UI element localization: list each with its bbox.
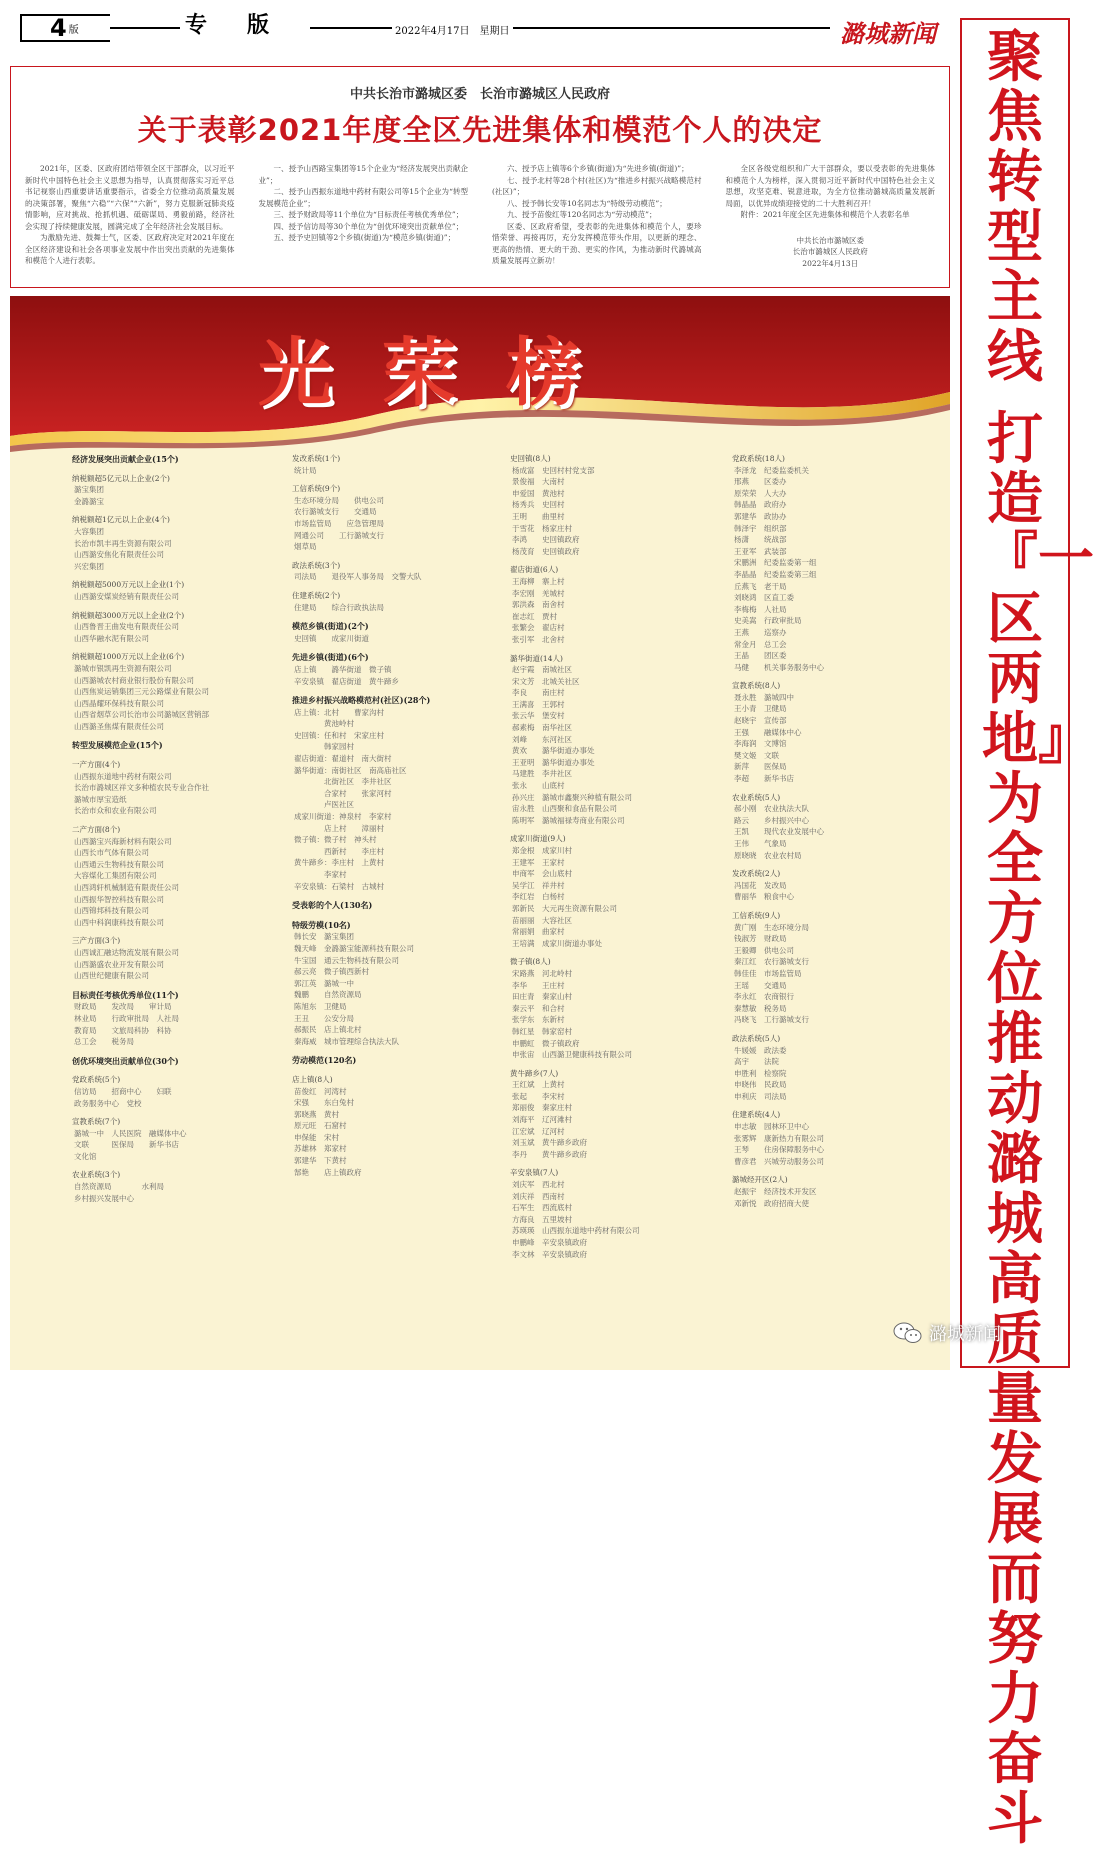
honor-entry: 韩晶晶 政府办 — [734, 500, 787, 510]
honor-subcategory: 政法系统(5人) — [732, 1033, 781, 1043]
honor-entry: 赵振宇 经济技术开发区 — [734, 1187, 817, 1197]
honor-entry: 山西鲁晋王曲发电有限责任公司 — [74, 622, 179, 632]
honor-entry: 新萍 医保局 — [734, 762, 787, 772]
honor-entry: 山西潞盛农业开发有限公司 — [74, 959, 164, 969]
decision-paragraph: 八、授予韩长安等10名同志为“特级劳动模范”； — [507, 198, 667, 208]
honor-entry: 樊文姬 文联 — [734, 750, 779, 760]
slogan-sidebar — [960, 18, 1094, 1852]
decision-column — [259, 163, 469, 269]
honor-entry: 张云华 堡安村 — [512, 711, 565, 721]
honor-subcategory: 二产方面(8个) — [72, 825, 121, 835]
honor-subcategory: 黄牛蹄乡(7人) — [510, 1068, 559, 1078]
page-suffix: 版 — [68, 24, 79, 36]
honor-entry: 苗丽丽 大容社区 — [512, 915, 572, 925]
honor-entry: 王晶 团区委 — [734, 651, 787, 661]
honor-entry: 郜艳 店上镇政府 — [294, 1167, 362, 1177]
honor-entry: 王满喜 王郭村 — [512, 699, 565, 709]
honor-entry: 卢医社区 — [294, 800, 354, 810]
honor-entry: 山西焦炭运销集团三元公路煤业有限公司 — [74, 687, 209, 697]
honor-entry: 杨秀兵 史回村 — [512, 500, 565, 510]
honor-entry: 牛宝国 通云生物科技有限公司 — [294, 955, 399, 965]
honor-entry: 自然资源局 水利局 — [74, 1182, 164, 1192]
honor-entry: 王培满 成家川街道办事处 — [512, 938, 602, 948]
decision-paragraph: 附件：2021年度全区先进集体和模范个人表彰名单 — [740, 210, 910, 219]
honor-entry: 张永 山底村 — [512, 781, 565, 791]
honor-entry: 王红斌 上黄村 — [512, 1080, 565, 1090]
honor-entry: 山西潞宝兴海新材料有限公司 — [74, 836, 172, 846]
honor-entry: 山西晶耀环保科技有限公司 — [74, 698, 164, 708]
honor-entry: 申志敏 园林环卫中心 — [734, 1122, 809, 1132]
honor-entry: 韩泽宇 组织部 — [734, 523, 787, 533]
honor-entry: 魏鹏 自然资源局 — [294, 990, 362, 1000]
honor-entry: 石军生 西流底村 — [512, 1203, 572, 1213]
honor-subcategory: 纳税额超5000万元以上企业(1个) — [72, 580, 185, 590]
honor-subcategory: 农业系统(5人) — [732, 792, 781, 802]
honor-subcategory: 工信系统(9个) — [292, 484, 341, 494]
honor-entry: 翟店街道：翟道村 南大街村 — [294, 754, 392, 764]
honor-entry: 魏天峰 金潞潞宝能源科技有限公司 — [294, 943, 414, 953]
honor-entry: 郭建华 下黄村 — [294, 1156, 347, 1166]
honor-entry: 山西振华智控科技有限公司 — [74, 894, 164, 904]
honor-entry: 赵宇霞 南城社区 — [512, 665, 572, 675]
honor-subcategory: 翟店街道(6人) — [510, 565, 559, 575]
honor-entry: 统计局 — [294, 465, 317, 475]
honor-entry: 邓新悦 政府招商大使 — [734, 1198, 809, 1208]
page-number: 4 — [50, 14, 67, 42]
honor-entry: 丘燕飞 老干局 — [734, 581, 787, 591]
honor-entry: 山西省烟草公司长治市公司潞城区营销部 — [74, 710, 209, 720]
honor-entry: 牛媛媛 政法委 — [734, 1045, 787, 1055]
honor-subcategory: 纳税额超1亿元以上企业(4个) — [72, 515, 170, 525]
honor-entry: 山西诚汇融达物流发展有限公司 — [74, 947, 179, 957]
honor-entry: 常金月 总工会 — [734, 639, 787, 649]
honor-category: 创优环境突出贡献单位(30个) — [72, 1055, 179, 1066]
honor-entry: 潞城一中 人民医院 融媒体中心 — [74, 1128, 187, 1138]
honor-entry: 王毅卿 供电公司 — [734, 945, 794, 955]
honor-title: 光荣榜 — [258, 330, 630, 416]
honor-category: 推进乡村振兴战略模范村(社区)(28个) — [292, 695, 431, 706]
honor-entry: 郝素梅 南华社区 — [512, 723, 572, 733]
honor-entry: 马健 机关事务服务中心 — [734, 662, 824, 672]
honor-entry: 辛安泉镇：石梁村 古城村 — [294, 881, 384, 891]
honor-entry: 秦云平 和合村 — [512, 1003, 565, 1013]
honor-entry: 李海润 文博馆 — [734, 739, 787, 749]
honor-entry: 冯国花 发改局 — [734, 880, 787, 890]
honor-entry: 曹丽华 粮食中心 — [734, 892, 794, 902]
honor-entry: 生态环境分局 供电公司 — [294, 495, 384, 505]
honor-entry: 北街社区 李井社区 — [294, 777, 392, 787]
honor-entry: 大容集团 — [74, 526, 104, 536]
source-watermark — [893, 1320, 1001, 1346]
honor-category: 受表彰的个人(130名) — [292, 900, 373, 911]
decision-paragraph: 九、授予苗俊红等120名同志为“劳动模范”； — [507, 210, 657, 219]
honor-entry: 山西通云生物科技有限公司 — [74, 859, 164, 869]
honor-subcategory: 住建系统(4人) — [732, 1110, 781, 1120]
honor-entry: 宋强 东白兔村 — [294, 1098, 354, 1108]
decision-signature — [726, 235, 936, 270]
decision-issuers: 中共长治市潞城区委 长治市潞城区人民政府 — [349, 87, 610, 102]
honor-entry: 王小青 卫健局 — [734, 704, 787, 714]
decision-paragraph: 七、授予北村等28个村(社区)为“推进乡村振兴战略模范村(社区)”； — [492, 175, 702, 196]
honor-entry: 史回镇：任和村 宋家庄村 — [294, 730, 384, 740]
honor-entry: 冯晓飞 工行潞城支行 — [734, 1015, 809, 1025]
honor-entry: 王明 曲里村 — [512, 511, 565, 521]
honor-entry: 史回镇 成家川街道 — [294, 633, 369, 643]
honor-subcategory: 微子镇(8人) — [510, 957, 551, 967]
honor-subcategory: 工信系统(9人) — [732, 910, 781, 920]
honor-subcategory: 纳税额超5亿元以上企业(2个) — [72, 473, 170, 483]
honor-entry: 王瑶 交通局 — [734, 980, 787, 990]
honor-entry: 大容煤化工集团有限公司 — [74, 871, 157, 881]
honor-entry: 王亚明 潞华街道办事处 — [512, 757, 595, 767]
honor-entry: 山西潞圣焦煤有限责任公司 — [74, 721, 164, 731]
honor-category: 先进乡镇(街道)(6个) — [292, 652, 369, 663]
honor-entry: 李红岩 白杨村 — [512, 892, 565, 902]
header-rule — [310, 27, 830, 29]
decision-column — [25, 163, 235, 269]
honor-entry: 王凯 现代农业发展中心 — [734, 827, 824, 837]
honor-entry: 店上镇 潞华街道 微子镇 — [294, 664, 392, 674]
honor-subcategory: 宣教系统(8人) — [732, 681, 781, 691]
honor-entry: 韩红星 韩家窑村 — [512, 1026, 572, 1036]
honor-column-1 — [72, 446, 272, 1204]
honor-entry: 文联 医保局 新华书店 — [74, 1140, 179, 1150]
decision-paragraph: 为激励先进、鼓舞士气，区委、区政府决定对2021年度在全区经济建设和社会各项事业发展中作出突出贡献的先进集体和模范个人进行表彰。 — [25, 233, 235, 265]
decision-body — [25, 163, 935, 269]
honor-entry: 黄池岭村 — [294, 719, 354, 729]
honor-entry: 潞华街道：南街社区 南高庙社区 — [294, 765, 407, 775]
honor-entry: 马建胜 李井社区 — [512, 769, 572, 779]
honor-entry: 邢燕 区委办 — [734, 477, 787, 487]
honor-entry: 申胜利 检察院 — [734, 1068, 787, 1078]
honor-entry: 农行潞城支行 交通局 — [294, 507, 377, 517]
header-rule — [110, 27, 180, 29]
honor-entry: 景俊福 大南村 — [512, 477, 565, 487]
honor-entry: 金潞潞宝 — [74, 496, 104, 506]
honor-entry: 司法局 退役军人事务局 交警大队 — [294, 572, 422, 582]
honor-entry: 李晶晶 纪委监委第三组 — [734, 569, 817, 579]
honor-entry: 张雾辉 康新热力有限公司 — [734, 1133, 824, 1143]
honor-column-2 — [292, 446, 512, 1178]
honor-column-3 — [510, 446, 730, 1260]
honor-entry: 申保能 宋村 — [294, 1132, 339, 1142]
honor-entry: 王强 融媒体中心 — [734, 727, 802, 737]
signature-line: 中共长治市潞城区委 — [796, 235, 864, 245]
honor-entry: 杨潇 统战部 — [734, 535, 787, 545]
honor-subcategory: 纳税额超1000万元以上企业(6个) — [72, 652, 185, 662]
honor-entry: 李良 南庄村 — [512, 688, 565, 698]
honor-entry: 张繁会 翟店村 — [512, 623, 565, 633]
honor-entry: 王建军 王家村 — [512, 857, 565, 867]
honor-entry: 郭建华 政协办 — [734, 511, 787, 521]
honor-entry: 辛安泉镇 翟店街道 黄牛蹄乡 — [294, 676, 399, 686]
honor-entry: 黄欢 潞华街道办事处 — [512, 746, 595, 756]
slogan-line-2: 打造『一区两地』为全方位推动潞城高质量发展而努力奋斗 — [982, 407, 1094, 1852]
honor-entry: 秦海威 城市管理综合执法大队 — [294, 1036, 399, 1046]
honor-entry: 刘峰 东河社区 — [512, 734, 572, 744]
slogan-line-1: 聚焦转型主线 — [987, 25, 1043, 390]
honor-subcategory: 一产方面(4个) — [72, 760, 121, 770]
honor-entry: 韩家园村 — [294, 742, 354, 752]
decision-title: 关于表彰2021年度全区先进集体和模范个人的决定 — [137, 113, 823, 147]
honor-entry: 山西鸿轩机械制造有限责任公司 — [74, 883, 179, 892]
decision-paragraph: 五、授予史回镇等2个乡镇(街道)为“模范乡镇(街道)”； — [273, 233, 456, 242]
honor-subcategory: 发改系统(1个) — [292, 454, 341, 463]
honor-entry: 陈明军 潞城福禄寿商业有限公司 — [512, 815, 625, 825]
honor-entry: 申爱国 黄池村 — [512, 488, 565, 498]
honor-entry: 李泽龙 纪委监委机关 — [734, 465, 809, 475]
honor-entry: 信访局 招商中心 妇联 — [74, 1086, 172, 1096]
honor-entry: 申鹏峰 辛安泉镇政府 — [512, 1238, 587, 1247]
masthead-logo: 潞城新闻 — [834, 14, 942, 49]
decision-column — [726, 163, 936, 269]
honor-category: 转型发展模范企业(15个) — [72, 740, 163, 751]
honor-entry: 秦江红 农行潞城支行 — [734, 957, 809, 967]
decision-paragraph: 一、授予山西路宝集团等15个企业为“经济发展突出贡献企业”； — [258, 164, 468, 185]
honor-entry: 王亚军 武装部 — [734, 546, 787, 556]
honor-entry: 韩长安 潞宝集团 — [294, 932, 354, 942]
honor-subcategory: 店上镇(8人) — [292, 1074, 333, 1084]
honor-entry: 王丑 公安分局 — [294, 1013, 354, 1023]
decision-article — [10, 66, 950, 288]
honor-category: 目标责任考核优秀单位(11个) — [72, 989, 179, 1000]
honor-category: 劳动模范(120名) — [292, 1055, 357, 1066]
honor-entry: 李家村 — [294, 870, 347, 879]
honor-entry: 兴宏集团 — [74, 561, 104, 571]
signature-line: 2022年4月13日 — [802, 258, 859, 268]
decision-paragraph: 全区各级党组织和广大干部群众，要以受表彰的先进集体和模范个人为榜样，深入贯彻习近平新时代中国特色社会主义思想，攻坚克难、锐意进取，为全方位推动潞城高质量发展新局面，以优异成绩迎接党的二十大胜利召开！ — [725, 164, 935, 208]
honor-entry: 山西潞安焦化有限责任公司 — [74, 550, 164, 560]
honor-entry: 常丽娟 曲家村 — [512, 927, 565, 937]
honor-entry: 杨成富 史回村村党支部 — [512, 465, 595, 475]
honor-entry: 网通公司 工行潞城支行 — [294, 530, 384, 540]
honor-entry: 韩佳佳 市场监管局 — [734, 968, 802, 978]
honor-entry: 财政局 发改局 审计局 — [74, 1002, 172, 1012]
honor-entry: 曹彦君 兴城劳动服务公司 — [734, 1156, 824, 1166]
honor-entry: 苏雄林 郑家村 — [294, 1144, 347, 1154]
honor-entry: 市场监管局 应急管理局 — [294, 518, 384, 528]
decision-paragraph: 六、授予店上镇等6个乡镇(街道)为“先进乡镇(街道)”； — [507, 164, 689, 173]
decision-paragraph: 二、授予山西振东道地中药材有限公司等15个企业为“转型发展模范企业”； — [258, 187, 468, 208]
section-name: 专版 — [185, 12, 310, 38]
honor-entry: 方海良 五里坡村 — [512, 1214, 572, 1224]
honor-entry: 住建局 综合行政执法局 — [294, 602, 384, 612]
honor-entry: 山西世纪健康有限公司 — [74, 971, 149, 981]
honor-entry: 申商军 会山底村 — [512, 869, 572, 879]
honor-entry: 长治市凯丰再生资源有限公司 — [74, 538, 172, 548]
honor-entry: 张起 李宋村 — [512, 1091, 565, 1101]
honor-entry: 崔志红 贾村 — [512, 611, 557, 621]
honor-entry: 乡村振兴发展中心 — [74, 1193, 134, 1203]
honor-entry: 郝云亮 微子镇西新村 — [294, 967, 369, 977]
honor-entry: 王琴 住房保障服务中心 — [734, 1145, 824, 1155]
honor-entry: 陈旭东 卫健局 — [294, 1001, 347, 1011]
wechat-icon — [893, 1322, 923, 1344]
honor-entry: 李宏刚 羌城村 — [512, 588, 565, 598]
honor-entry: 李文林 辛安泉镇政府 — [512, 1249, 587, 1259]
honor-entry: 黄广刚 生态环境分局 — [734, 922, 809, 932]
honor-entry: 刘庆祥 西南村 — [512, 1191, 565, 1201]
honor-entry: 李梅梅 人社局 — [734, 604, 787, 614]
issue-date: 2022年4月17日 星期日 — [392, 22, 513, 37]
honor-entry: 钱淑芳 财政局 — [734, 934, 787, 944]
honor-entry: 文化馆 — [74, 1151, 97, 1161]
honor-entry: 西新村 李庄村 — [294, 846, 384, 856]
honor-entry: 郝小刚 农业执法大队 — [734, 804, 809, 814]
honor-entry: 申晓伟 民政局 — [734, 1080, 787, 1090]
honor-entry: 林业局 行政审批局 人社局 — [74, 1013, 179, 1023]
honor-subcategory: 党政系统(18人) — [732, 454, 785, 463]
honor-subcategory: 纳税额超3000万元以上企业(2个) — [72, 610, 185, 620]
honor-entry: 山西长市气体有限公司 — [74, 848, 149, 858]
honor-entry: 长治市众和农业有限公司 — [74, 806, 157, 816]
honor-entry: 黄牛蹄乡：李庄村 上黄村 — [294, 858, 384, 868]
honor-entry: 山西锦邦科技有限公司 — [74, 906, 149, 916]
honor-entry: 张引军 北舍村 — [512, 634, 565, 644]
honor-entry: 宙永胜 山西聚和食品有限公司 — [512, 804, 617, 814]
honor-entry: 路云 乡村振兴中心 — [734, 815, 809, 825]
honor-entry: 刘海平 辽河滩村 — [512, 1115, 572, 1125]
honor-entry: 郭江英 潞城一中 — [294, 978, 354, 988]
honor-entry: 合家村 张家河村 — [294, 788, 392, 798]
honor-entry: 烟草局 — [294, 542, 317, 552]
honor-entry: 潞宝集团 — [74, 485, 104, 495]
honor-entry: 秦慧敏 税务局 — [734, 1003, 787, 1013]
honor-entry: 申张宙 山西潞卫健康科技有限公司 — [512, 1050, 632, 1060]
honor-entry: 长治市潞城区祥文多种植农民专业合作社 — [74, 783, 209, 793]
honor-entry: 刘庆军 西北村 — [512, 1180, 565, 1190]
honor-column-4 — [732, 446, 942, 1209]
honor-category: 特级劳模(10名) — [292, 919, 351, 930]
honor-subcategory: 辛安泉镇(7人) — [510, 1168, 559, 1178]
honor-entry: 田庄青 秦家山村 — [512, 992, 572, 1002]
honor-entry: 郭洪森 南舍村 — [512, 600, 565, 610]
signature-line: 长治市潞城区人民政府 — [792, 247, 868, 256]
honor-entry: 王伟 气象局 — [734, 839, 787, 848]
honor-entry: 李超 新华书店 — [734, 774, 794, 784]
honor-subcategory: 住建系统(2个) — [292, 590, 341, 600]
honor-subcategory: 政法系统(3个) — [292, 560, 341, 570]
honor-entry: 原晓晓 农业农村局 — [734, 850, 802, 860]
honor-entry: 赵晓宇 宣传部 — [734, 716, 787, 726]
honor-entry: 王海柳 寨上村 — [512, 576, 565, 586]
honor-entry: 郝振民 店上镇北村 — [294, 1025, 362, 1035]
honor-entry: 山西潞安煤炭经销有限责任公司 — [74, 591, 179, 601]
decision-column — [492, 163, 702, 269]
watermark-text: 潞城新闻 — [929, 1324, 1001, 1345]
honor-subcategory: 农业系统(3个) — [72, 1170, 121, 1180]
honor-subcategory: 宣教系统(7个) — [72, 1117, 121, 1127]
honor-entry: 山西华融水泥有限公司 — [74, 633, 149, 643]
honor-entry: 成家川街道：神泉村 李家村 — [294, 812, 392, 822]
honor-entry: 潞城市银凯再生资源有限公司 — [74, 663, 172, 673]
honor-entry: 王燕 巡察办 — [734, 627, 787, 637]
honor-entry: 聂永胜 潞城四中 — [734, 692, 794, 702]
honor-entry: 店上村 漳丽村 — [294, 823, 384, 833]
honor-entry: 山西中科润康科技有限公司 — [74, 917, 164, 927]
honor-entry: 潞城市厚宝造纸 — [74, 794, 127, 804]
decision-paragraph: 三、授予财政局等11个单位为“目标责任考核优秀单位”； — [273, 210, 464, 219]
honor-entry: 山西潞城农村商业银行股份有限公司 — [74, 675, 194, 685]
honor-entry: 苗俊红 河湾村 — [294, 1086, 347, 1096]
honor-entry: 郑金根 成家川村 — [512, 846, 572, 855]
honor-entry: 刘晓鸿 区直工委 — [734, 593, 794, 603]
honor-category: 经济发展突出贡献企业(15个) — [72, 454, 179, 464]
decision-paragraph: 区委、区政府希望，受表彰的先进集体和模范个人，要珍惜荣誉、再接再厉，充分发挥模范带头作用，以更新的理念、更高的热情、更大的干劲、更实的作风，为推动新时代潞城高质量发展再立新功！ — [492, 221, 702, 265]
honor-entry: 刘玉斌 黄牛蹄乡政府 — [512, 1138, 587, 1148]
honor-subcategory: 史回镇(8人) — [510, 454, 551, 463]
honor-entry: 郭新民 大元再生资源有限公司 — [512, 903, 617, 913]
page-header — [10, 8, 950, 48]
honor-entry: 政务服务中心 党校 — [74, 1098, 142, 1108]
honor-subcategory: 发改系统(2人) — [732, 869, 781, 879]
honor-entry: 总工会 税务局 — [74, 1037, 134, 1047]
honor-entry: 郑丽俊 秦家庄村 — [512, 1103, 572, 1113]
honor-entry: 微子镇：微子村 神头村 — [294, 835, 377, 845]
honor-subcategory: 潞城经开区(2人) — [732, 1175, 788, 1185]
honor-entry: 李永红 农商银行 — [734, 992, 794, 1002]
honor-entry: 苏瑛瑛 山西振东道地中药材有限公司 — [512, 1226, 640, 1236]
honor-entry: 宋鹏洲 纪委监委第一组 — [734, 558, 817, 568]
honor-entry: 原元旺 石窟村 — [294, 1121, 347, 1131]
honor-entry: 申利庆 司法局 — [734, 1091, 787, 1101]
honor-entry: 江宏斌 辽河村 — [512, 1126, 565, 1136]
honor-entry: 张学东 东新村 — [512, 1015, 565, 1025]
honor-entry: 教育局 文旅局科协 科协 — [74, 1025, 172, 1035]
honor-roll — [10, 296, 950, 1370]
honor-entry: 李华 王庄村 — [512, 980, 565, 990]
honor-entry: 李丹 黄牛蹄乡政府 — [512, 1149, 587, 1159]
honor-subcategory: 潞华街道(14人) — [510, 653, 563, 663]
honor-category: 模范乡镇(街道)(2个) — [292, 621, 369, 632]
honor-entry: 郭晓燕 黄村 — [294, 1109, 339, 1119]
honor-entry: 史美嵩 行政审批局 — [734, 616, 802, 626]
honor-entry: 高宇 法院 — [734, 1057, 779, 1067]
honor-entry: 申鹏虹 微子镇政府 — [512, 1038, 580, 1048]
page-number-box — [20, 14, 110, 42]
honor-entry: 吴学江 祥井村 — [512, 880, 565, 890]
honor-entry: 李鸿 史回镇政府 — [512, 535, 580, 545]
honor-entry: 于雪花 杨家庄村 — [512, 523, 572, 533]
honor-entry: 杨茂育 史回镇政府 — [512, 546, 580, 556]
decision-paragraph: 四、授予信访局等30个单位为“创优环境突出贡献单位”； — [273, 221, 464, 231]
honor-subcategory: 三产方面(3个) — [72, 936, 121, 946]
honor-subcategory: 成家川街道(9人) — [510, 834, 566, 844]
honor-subcategory: 党政系统(5个) — [72, 1075, 121, 1085]
honor-entry: 山西振东道地中药材有限公司 — [74, 771, 172, 781]
honor-entry: 孙兴庄 潞城市鑫聚兴种植有限公司 — [512, 792, 632, 802]
honor-entry: 宋路燕 河北岭村 — [512, 968, 572, 978]
honor-entry: 宋文芳 北城关社区 — [512, 676, 580, 686]
honor-entry: 原荣荣 人大办 — [734, 488, 787, 498]
decision-paragraph: 2021年，区委、区政府团结带领全区干部群众，以习近平新时代中国特色社会主义思想为指导，认真贯彻落实习近平总书记视察山西重要讲话重要指示，省委全方位推动高质量发展的决策部署，聚焦“六稳”“六保”“六新”，努力克服新冠肺炎疫情影响，应对挑战、抢抓机遇、砥砺谋局、勇毅前路，经济社会实现了持续健康发展，圆满完成了全年经济社会发展目标。 — [25, 164, 235, 231]
honor-entry: 店上镇：北村 曹家沟村 — [294, 707, 384, 717]
